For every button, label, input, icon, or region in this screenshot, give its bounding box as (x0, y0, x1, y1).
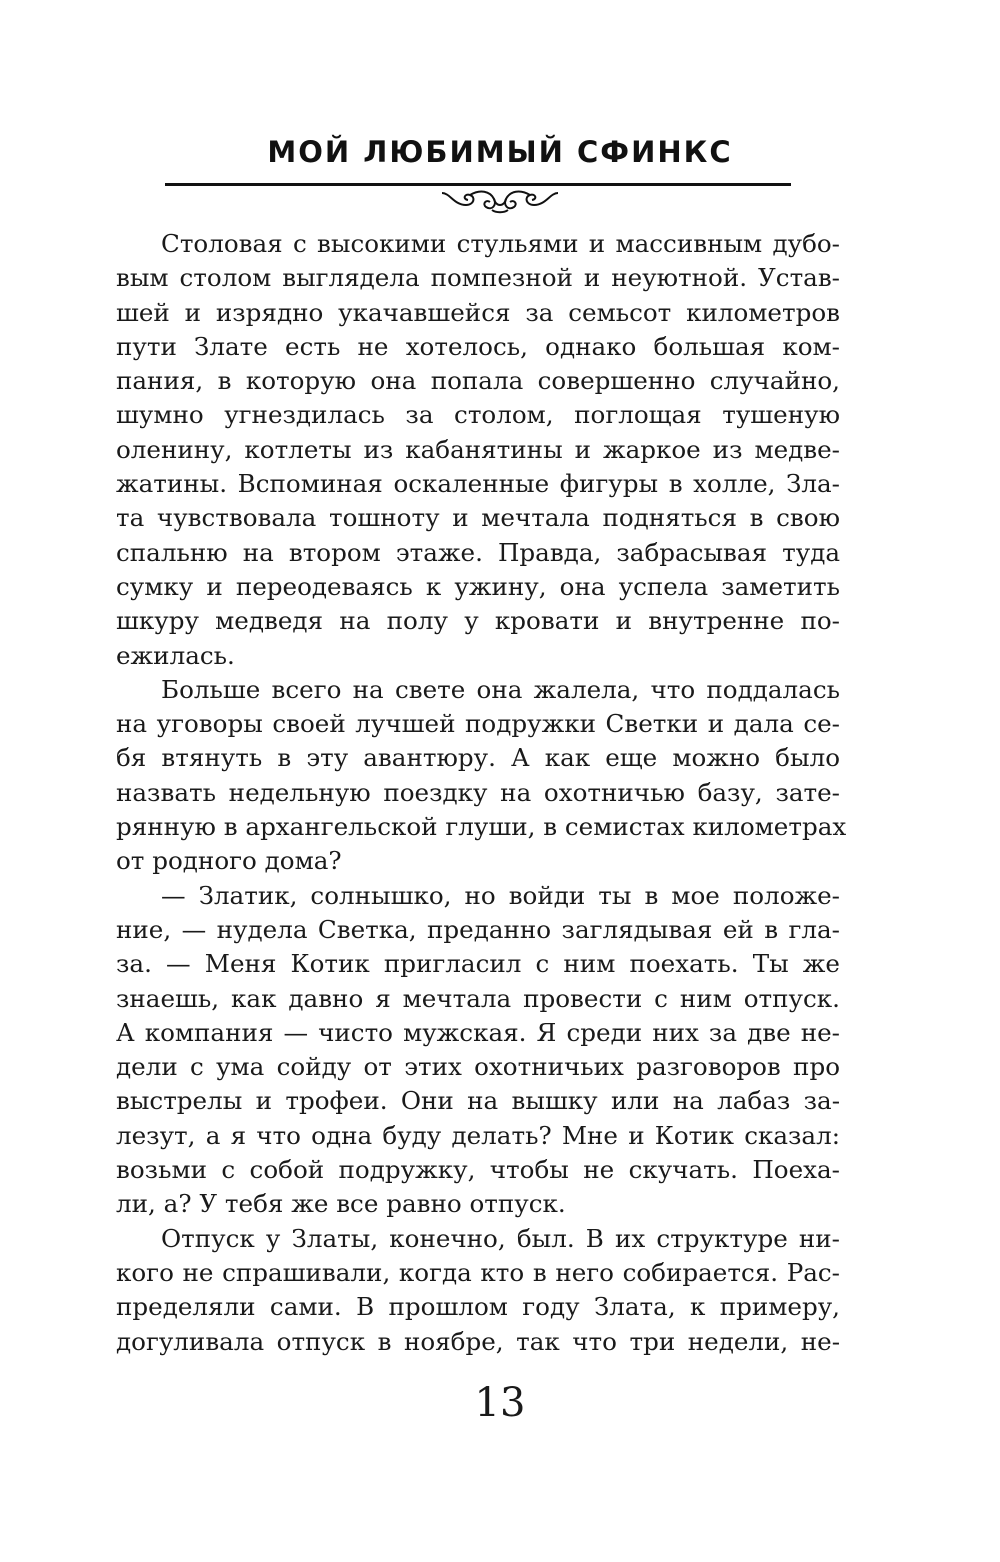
running-title: МОЙ ЛЮБИМЫЙ СФИНКС (267, 135, 733, 169)
text-line: оленину, котлеты из кабанятины и жаркое из медве- (116, 434, 840, 464)
text-line: пределяли сами. В прошлом году Злата, к примеру, (116, 1292, 840, 1322)
text-line: А компания — чисто мужская. Я среди них за две не- (116, 1017, 840, 1047)
text-line: пути Злате есть не хотелось, однако большая ком- (116, 331, 840, 361)
text-line: шей и изрядно укачавшейся за семьсот километров (116, 297, 840, 327)
text-line: — Златик, солнышко, но войди ты в мое положе- (161, 880, 840, 910)
text-line: пания, в которую она попала совершенно случайно, (116, 366, 840, 396)
text-line: Столовая с высокими стульями и массивным дубо- (161, 229, 840, 258)
text-line: ежилась. (116, 640, 235, 670)
text-line: ли, а? У тебя же все равно отпуск. (116, 1189, 566, 1219)
text-line: назвать недельную поездку на охотничью базу, зате- (116, 777, 840, 807)
text-line: знаешь, как давно я мечтала провести с ним отпуск. (116, 983, 840, 1013)
text-line: от родного дома? (116, 846, 342, 876)
text-line: за. — Меня Котик пригласил с ним поехать. Ты же (116, 949, 840, 979)
text-line: возьми с собой подружку, чтобы не скучать. Поеха- (116, 1155, 840, 1185)
flourish-ornament-icon (440, 185, 560, 215)
text-line: вым столом выглядела помпезной и неуютной. Устав- (116, 263, 840, 293)
text-line: кого не спрашивали, когда кто в него собирается. Рас- (116, 1257, 840, 1287)
text-line: выстрелы и трофеи. Они на вышку или на лабаз за- (116, 1086, 840, 1116)
text-line: ние, — нудела Светка, преданно заглядывая ей в гла- (116, 914, 840, 944)
text-line: рянную в архангельской глуши, в семистах километрах (116, 812, 847, 842)
text-line: та чувствовала тошноту и мечтала подняться в свою (116, 503, 840, 533)
text-line: шумно угнездилась за столом, поглощая тушеную (116, 400, 840, 430)
page-number: 13 (474, 1380, 526, 1426)
text-line: шкуру медведя на полу у кровати и внутренне по- (116, 606, 840, 636)
text-line: спальню на втором этаже. Правда, забрасывая туда (116, 537, 840, 567)
body-text (116, 227, 847, 1359)
text-line: Больше всего на свете она жалела, что поддалась (161, 674, 840, 704)
text-line: сумку и переодеваясь к ужину, она успела заметить (116, 571, 840, 601)
text-line: Отпуск у Златы, конечно, был. В их структуре ни- (161, 1223, 840, 1253)
text-line: дели с ума сойду от этих охотничьих разговоров про (116, 1052, 840, 1082)
text-line: лезут, а я что одна буду делать? Мне и Котик сказал: (116, 1120, 840, 1150)
text-line: на уговоры своей лучшей подружки Светки и дала се- (116, 709, 840, 739)
running-header (0, 128, 1000, 176)
text-line: догуливала отпуск в ноябре, так что три недели, не- (116, 1326, 840, 1356)
text-line: жатины. Вспоминая оскаленные фигуры в холле, Зла- (116, 469, 840, 499)
text-line: бя втянуть в эту авантюру. А как еще можно было (116, 743, 840, 773)
